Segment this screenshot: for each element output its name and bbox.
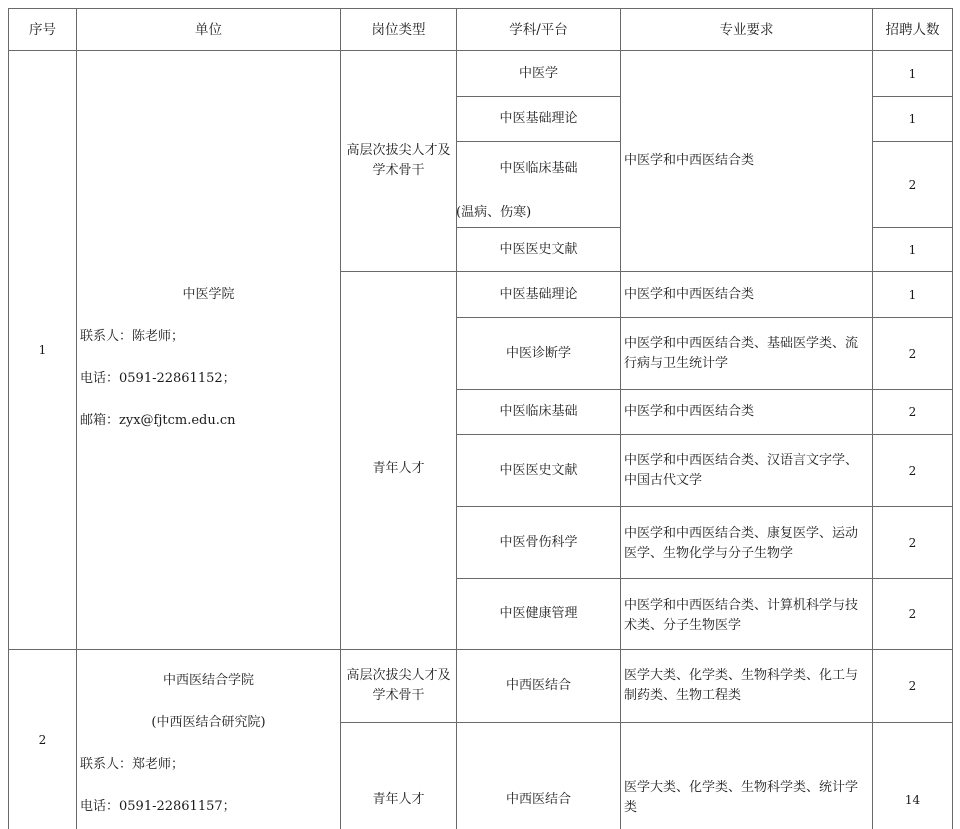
row-index: 2 <box>38 732 47 747</box>
post-type-line: 学术骨干 <box>372 688 425 703</box>
count-cell: 2 <box>908 607 917 621</box>
requirement-cell <box>621 666 872 710</box>
unit-contact: 联系人：郑老师； <box>80 757 185 772</box>
count-cell: 1 <box>908 242 917 257</box>
row-index: 1 <box>38 343 47 357</box>
discipline-note: (温病、伤寒) <box>456 205 532 220</box>
requirement-cell: 中医学和中西医结合类 <box>624 286 755 302</box>
requirement-cell: 中医学和中西医结合类 <box>624 404 755 419</box>
unit-contact: 联系人：陈老师； <box>80 329 185 344</box>
requirement-cell <box>621 596 872 640</box>
count-cell: 2 <box>908 463 917 478</box>
count-cell: 2 <box>908 535 917 550</box>
discipline-cell: 中医骨伤科学 <box>499 534 578 550</box>
discipline-cell: 中医医史文献 <box>499 241 578 257</box>
discipline-cell: 中医基础理论 <box>499 111 578 126</box>
requirement-line: 中医学和中西医结合类、康复医学、运动 <box>624 526 859 541</box>
discipline-cell: 中医医史文献 <box>499 462 578 478</box>
requirement-cell <box>621 778 872 822</box>
requirement-line: 术类、分子生物医学 <box>624 618 742 633</box>
count-cell: 2 <box>908 405 917 419</box>
rule <box>952 8 953 829</box>
discipline-cell: 中医诊断学 <box>505 345 571 361</box>
requirement-line: 医学大类、化学类、生物科学类、化工与 <box>624 668 859 683</box>
count-cell: 2 <box>908 346 917 361</box>
unit-subtitle: (中西医结合研究院) <box>151 715 266 730</box>
rule <box>340 722 952 723</box>
unit-phone: 电话：0591-22861152； <box>80 371 236 386</box>
discipline-cell: 中医临床基础 <box>499 404 578 419</box>
requirement-line: 中医学和中西医结合类、基础医学类、流 <box>624 336 859 351</box>
unit-name: 中西医结合学院 <box>162 673 254 688</box>
requirement-cell <box>621 524 872 568</box>
discipline-cell: 中医健康管理 <box>499 606 578 621</box>
discipline-cell: 中医临床基础 <box>499 161 578 176</box>
post-type-youth: 青年人才 <box>372 792 425 807</box>
post-type-line: 学术骨干 <box>372 163 425 178</box>
requirement-cell: 中医学和中西医结合类 <box>624 153 755 168</box>
post-type-youth: 青年人才 <box>372 461 425 476</box>
header-post-type: 岗位类型 <box>371 21 426 38</box>
unit-name: 中医学院 <box>182 287 235 302</box>
requirement-line: 制药类、生物工程类 <box>624 688 742 703</box>
requirement-cell <box>621 451 872 495</box>
requirement-line: 中国古代文学 <box>624 473 703 488</box>
post-type-line: 高层次拔尖人才及 <box>346 143 451 158</box>
discipline-cell: 中西医结合 <box>505 792 571 807</box>
requirement-line: 医学、生物化学与分子生物学 <box>624 546 794 561</box>
rule <box>456 141 620 142</box>
unit-phone: 电话：0591-22861157； <box>80 799 236 814</box>
requirement-cell <box>621 334 872 378</box>
header-requirement: 专业要求 <box>719 21 774 38</box>
discipline-cell: 中医基础理论 <box>499 286 578 302</box>
post-type-senior <box>341 141 456 191</box>
requirement-line: 类 <box>624 800 638 815</box>
header-discipline: 学科/平台 <box>509 21 568 38</box>
discipline-cell: 中西医结合 <box>505 678 571 693</box>
count-cell: 1 <box>908 287 917 302</box>
requirement-line: 行病与卫生统计学 <box>624 356 729 371</box>
unit-email: 邮箱：zyx@fjtcm.edu.cn <box>80 413 236 428</box>
count-cell: 2 <box>908 679 917 693</box>
post-type-senior <box>341 666 456 710</box>
header-unit: 单位 <box>195 21 222 38</box>
count-cell: 14 <box>904 793 921 807</box>
discipline-cell: 中医学 <box>518 65 558 81</box>
count-cell: 2 <box>908 177 917 192</box>
requirement-line: 中医学和中西医结合类、汉语言文字学、 <box>624 453 859 468</box>
header-count: 招聘人数 <box>885 21 940 38</box>
header-index: 序号 <box>29 21 56 38</box>
count-cell: 1 <box>908 66 917 81</box>
requirement-line: 医学大类、化学类、生物科学类、统计学 <box>624 780 859 795</box>
requirement-line: 中医学和中西医结合类、计算机科学与技 <box>624 598 859 613</box>
post-type-line: 高层次拔尖人才及 <box>346 668 451 683</box>
count-cell: 1 <box>908 112 917 126</box>
